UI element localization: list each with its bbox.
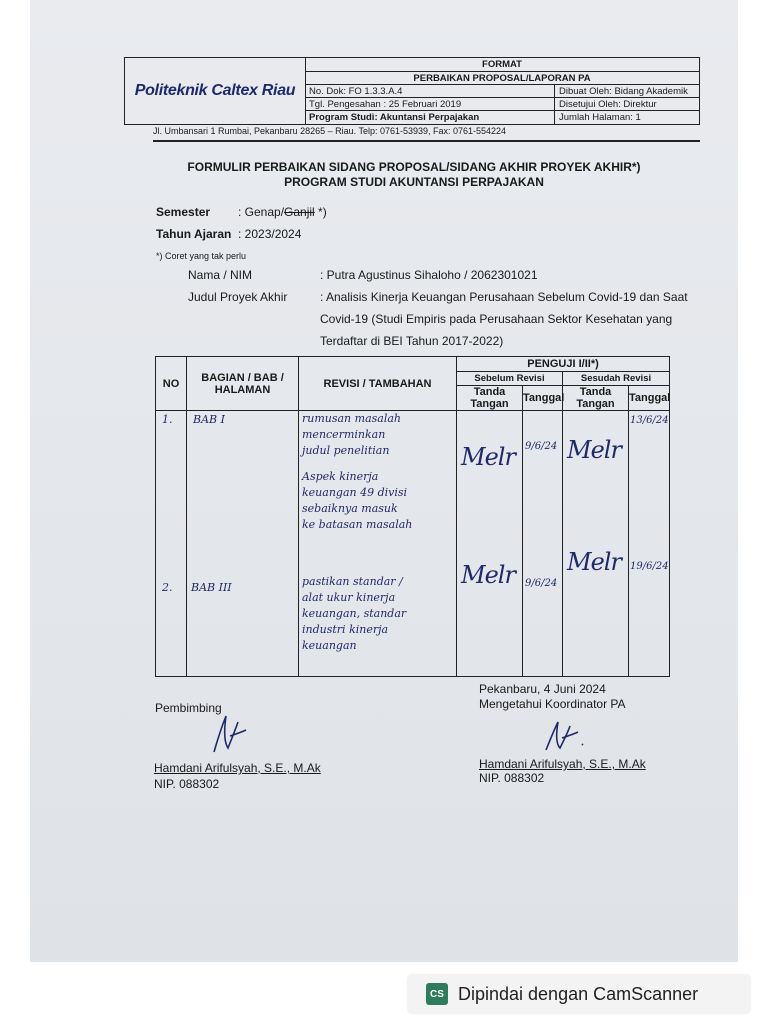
revision-table bbox=[155, 356, 670, 677]
row1-revisi: rumusan masalah mencerminkan judul penelitian Aspek kinerja keuangan 49 divisi sebaiknya masuk ke batasan masalah bbox=[302, 412, 413, 531]
form-title: FORMULIR PERBAIKAN SIDANG PROPOSAL/SIDANG AKHIR PROYEK AKHIR*) bbox=[187, 160, 641, 174]
row1-bab: BAB I bbox=[193, 413, 225, 426]
col-bagian: BAGIAN / BAB / HALAMAN bbox=[187, 357, 299, 411]
created-by: Dibuat Oleh: Bidang Akademik bbox=[559, 85, 688, 97]
col-revisi: REVISI / TAMBAHAN bbox=[299, 357, 457, 411]
pembimbing-nip: NIP. 088302 bbox=[154, 777, 220, 791]
col-tanggal-before: Tanggal bbox=[523, 386, 563, 411]
doc-number: No. Dok: FO 1.3.3.A.4 bbox=[305, 85, 555, 97]
table-body bbox=[156, 411, 187, 677]
semester-struck: Ganjil bbox=[284, 205, 315, 219]
judul-label: Judul Proyek Akhir bbox=[188, 290, 288, 304]
koordinator-signature bbox=[540, 716, 588, 756]
row2-date-before: 9/6/24 bbox=[525, 578, 558, 589]
row2-sign-after: Melr bbox=[567, 548, 621, 576]
nama-value: : Putra Agustinus Sihaloho / 2062301021 bbox=[320, 268, 538, 282]
approval-date: Tgl. Pengesahan : 25 Februari 2019 bbox=[305, 98, 555, 110]
approved-by: Disetujui Oleh: Direktur bbox=[559, 98, 657, 110]
row2-no: 2. bbox=[162, 581, 173, 594]
pembimbing-name: Hamdani Arifulsyah, S.E., M.Ak bbox=[154, 761, 321, 775]
camscanner-watermark bbox=[408, 975, 750, 1013]
header-row-prodi bbox=[305, 111, 699, 124]
col-tanda-after: Tanda Tangan bbox=[563, 386, 629, 411]
date-before-cell bbox=[523, 411, 563, 677]
form-subtitle: PROGRAM STUDI AKUNTANSI PERPAJAKAN bbox=[284, 175, 544, 189]
judul-line2: Covid-19 (Studi Empiris pada Perusahaan Sektor Kesehatan yang bbox=[320, 312, 673, 326]
nama-label: Nama / NIM bbox=[188, 268, 253, 282]
judul-line1: : Analisis Kinerja Keuangan Perusahaan Sebelum Covid-19 dan Saat bbox=[320, 290, 688, 304]
camscanner-text: Dipindai dengan CamScanner bbox=[458, 983, 699, 1004]
koordinator-name: Hamdani Arifulsyah, S.E., M.Ak bbox=[479, 757, 646, 771]
col-sebelum: Sebelum Revisi bbox=[457, 372, 563, 386]
col-tanggal-after: Tanggal bbox=[629, 386, 670, 411]
format-row bbox=[305, 58, 699, 72]
row1-date-after: 13/6/24 bbox=[630, 415, 669, 426]
institution-logo: Politeknik Caltex Riau bbox=[134, 82, 296, 99]
place-date: Pekanbaru, 4 Juni 2024 bbox=[479, 682, 606, 696]
format-label: FORMAT bbox=[482, 59, 522, 70]
row2-sign-before: Melr bbox=[461, 561, 515, 589]
form-name-row bbox=[305, 72, 699, 85]
revisi-cell bbox=[299, 411, 457, 677]
institution-address: Jl. Umbansari 1 Rumbai, Pekanbaru 28265 – Riau. Telp: 0761-53939, Fax: 0761-554224 bbox=[153, 126, 507, 136]
study-program: Program Studi: Akuntansi Perpajakan bbox=[305, 111, 555, 124]
col-tanda-before: Tanda Tangan bbox=[457, 386, 523, 411]
sign-after-cell bbox=[563, 411, 629, 677]
header-row-doc bbox=[305, 85, 699, 98]
row1-sign-after: Melr bbox=[567, 436, 621, 464]
row1-no: 1. bbox=[162, 413, 173, 426]
document-header bbox=[124, 57, 700, 125]
header-row-date bbox=[305, 98, 699, 111]
pembimbing-label: Pembimbing bbox=[155, 701, 222, 715]
col-no: NO bbox=[156, 357, 187, 411]
date-after-cell bbox=[629, 411, 670, 677]
note: *) Coret yang tak perlu bbox=[156, 251, 247, 261]
koordinator-nip: NIP. 088302 bbox=[479, 771, 545, 785]
tahun-value: : 2023/2024 bbox=[238, 227, 302, 241]
tahun-label: Tahun Ajaran bbox=[156, 227, 232, 241]
semester-value: : Genap/Ganjil *) bbox=[238, 205, 327, 219]
form-name: PERBAIKAN PROPOSAL/LAPORAN PA bbox=[413, 72, 591, 84]
koordinator-label: Mengetahui Koordinator PA bbox=[479, 697, 626, 711]
col-penguji: PENGUJI I/II*) bbox=[457, 357, 670, 372]
semester-label: Semester bbox=[156, 205, 211, 219]
col-sesudah: Sesudah Revisi bbox=[563, 372, 670, 386]
row2-date-after: 19/6/24 bbox=[630, 561, 669, 572]
logo-cell bbox=[125, 58, 306, 124]
pembimbing-signature bbox=[208, 708, 248, 756]
row1-sign-before: Melr bbox=[461, 443, 515, 471]
page-count: Jumlah Halaman: 1 bbox=[559, 112, 641, 123]
row2-bab: BAB III bbox=[191, 581, 232, 594]
judul-line3: Terdaftar di BEI Tahun 2017-2022) bbox=[320, 334, 504, 348]
bab-cell bbox=[187, 411, 299, 677]
header-divider bbox=[153, 140, 700, 142]
sign-before-cell bbox=[457, 411, 523, 677]
camscanner-icon: CS bbox=[426, 983, 448, 1005]
row2-revisi: pastikan standar / alat ukur kinerja keuangan, standar industri kinerja keuangan bbox=[302, 575, 407, 652]
row1-date-before: 9/6/24 bbox=[525, 441, 558, 452]
